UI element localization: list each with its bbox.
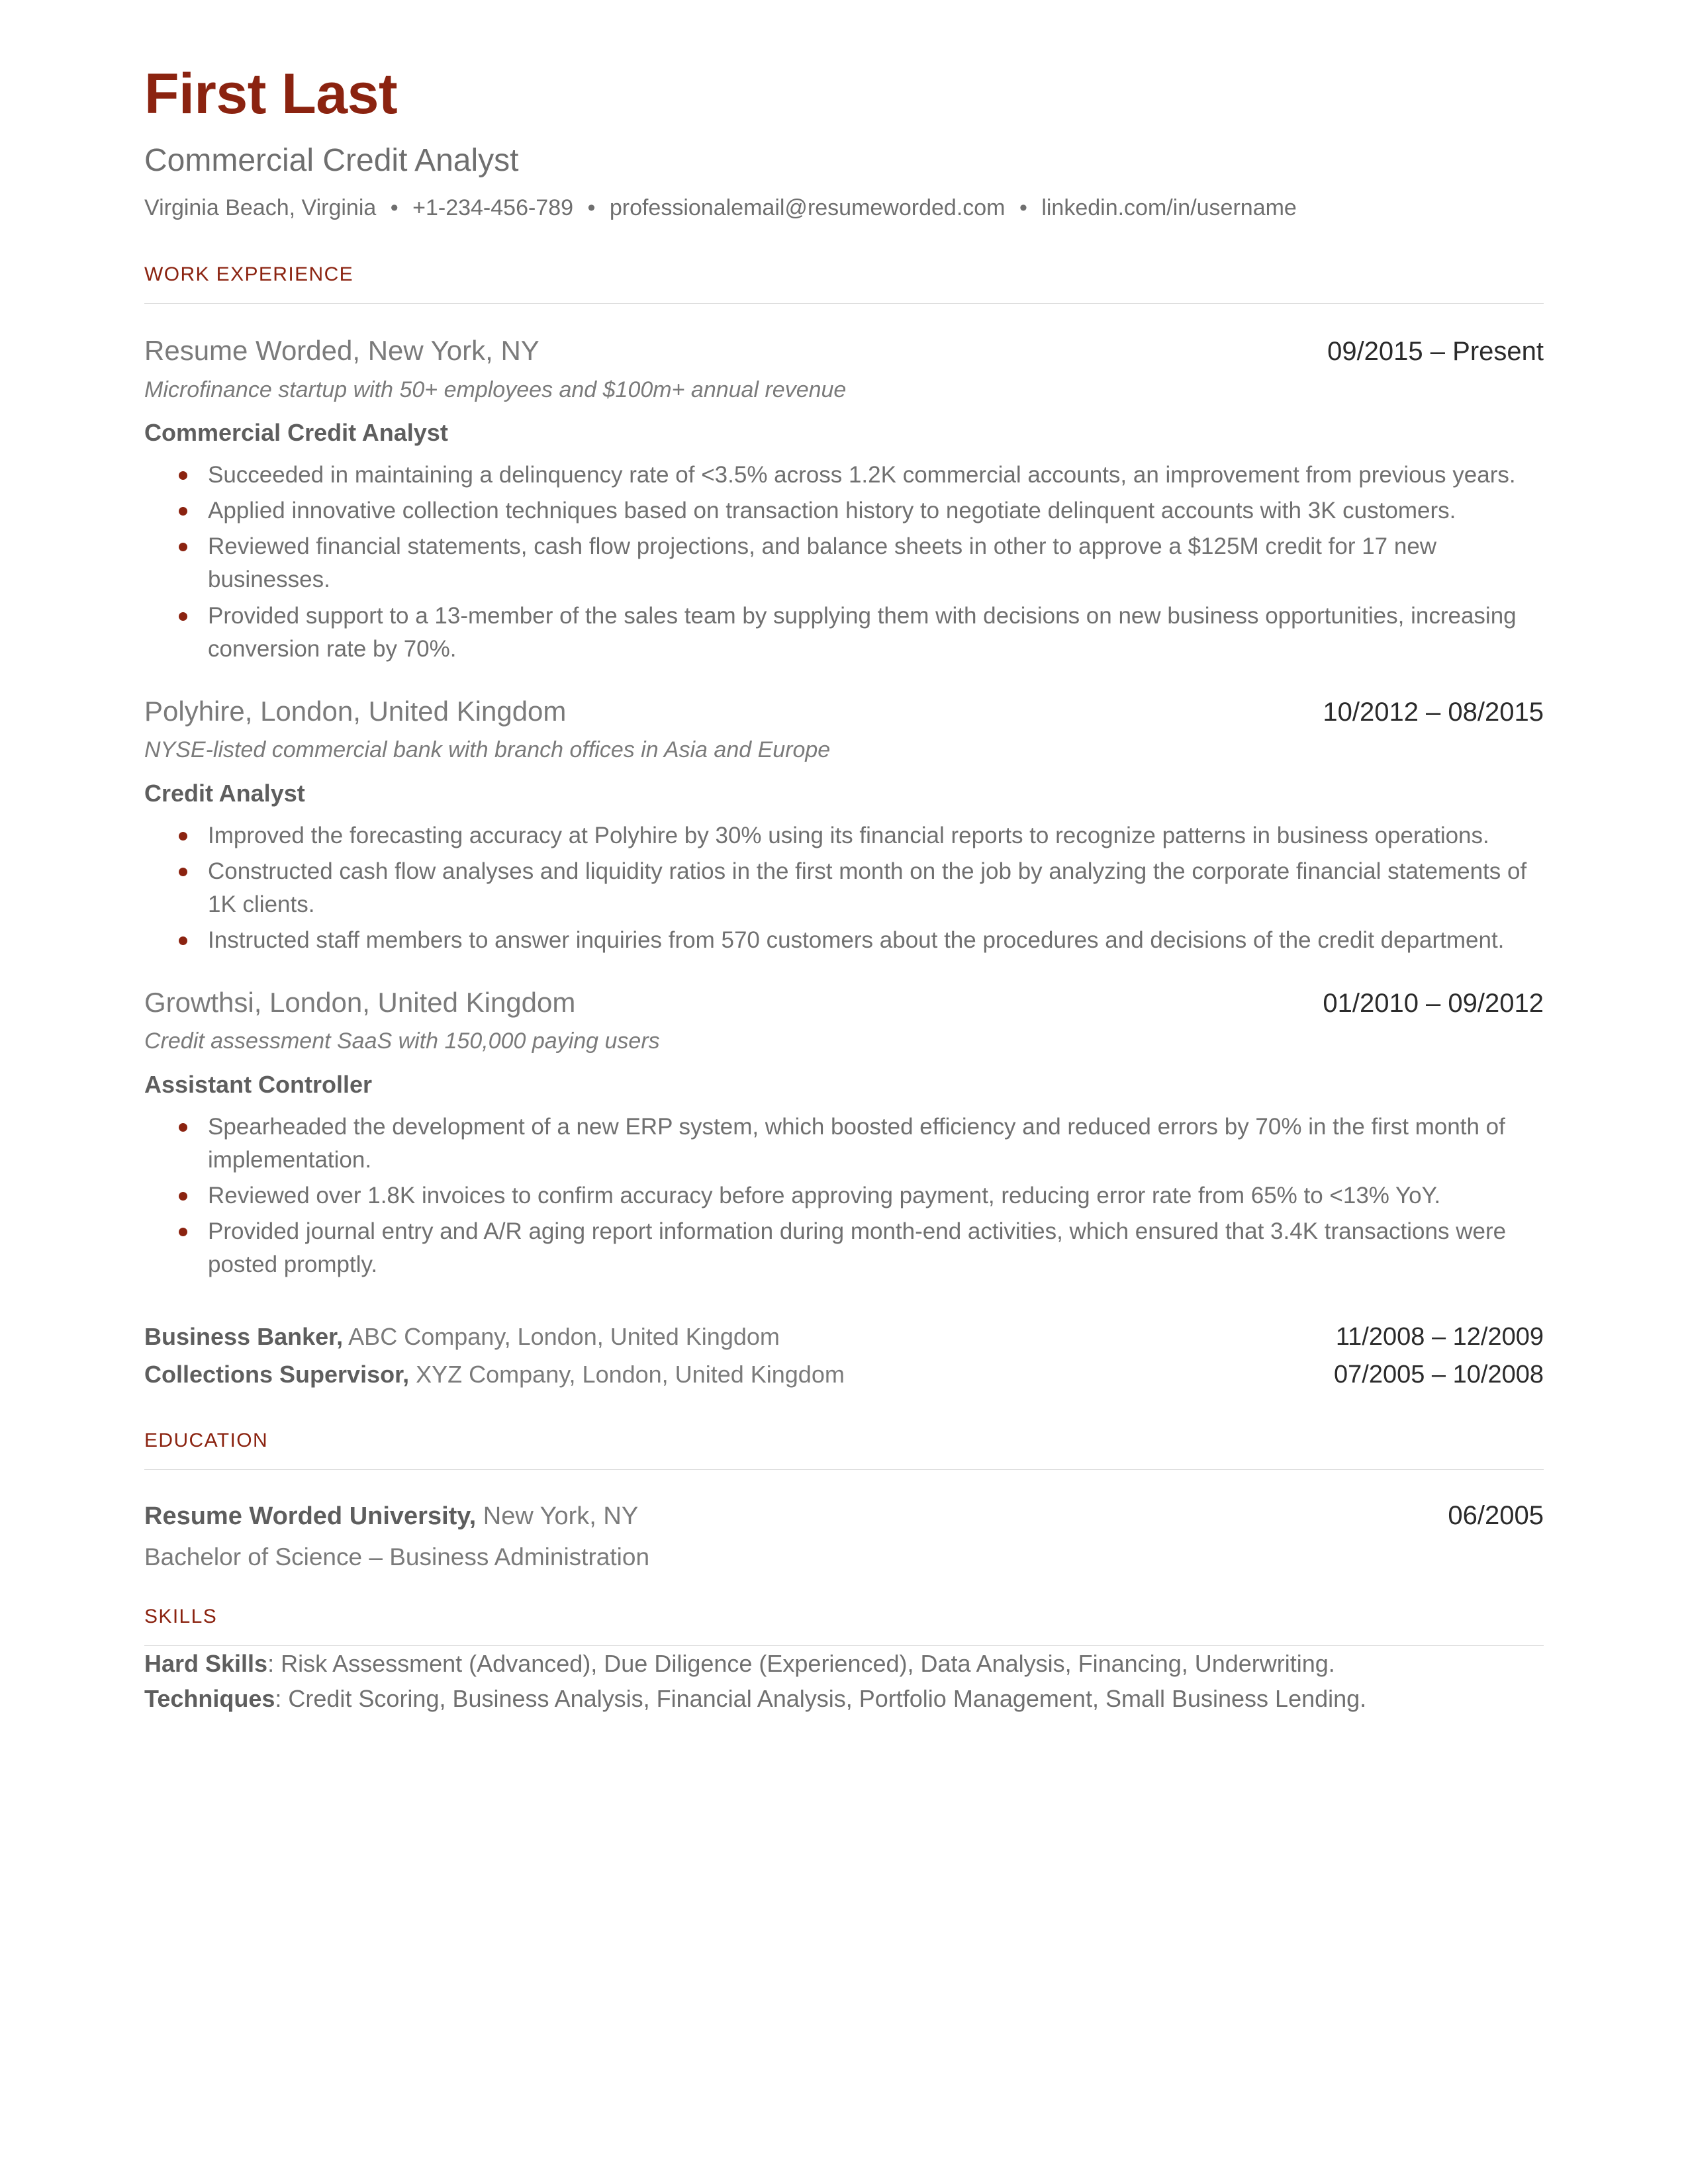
- job-bullet-list: [144, 459, 1544, 665]
- job-entry: [144, 334, 1544, 665]
- skill-values: : Credit Scoring, Business Analysis, Financial Analysis, Portfolio Management, Small Business Lending.: [275, 1685, 1367, 1713]
- job-company: Polyhire, London, United Kingdom: [144, 695, 567, 727]
- resume-header: [144, 64, 1544, 222]
- job-blurb: Credit assessment SaaS with 150,000 paying users: [144, 1028, 660, 1054]
- education-degree: Bachelor of Science – Business Administration: [144, 1543, 650, 1570]
- contact-linkedin[interactable]: linkedin.com/in/username: [1041, 195, 1297, 221]
- contact-line: [144, 193, 1544, 222]
- job-bullet: Reviewed financial statements, cash flow projections, and balance sheets in other to approve a $125M credit for 17 new businesses.: [144, 530, 1544, 596]
- candidate-name: First Last: [144, 62, 398, 126]
- job-role: Credit Analyst: [144, 779, 305, 807]
- contact-location: Virginia Beach, Virginia: [144, 195, 377, 221]
- contact-phone: +1-234-456-789: [412, 195, 574, 221]
- compact-role-title: Business Banker,: [144, 1323, 344, 1351]
- skill-row: [144, 1646, 1544, 1681]
- job-bullet: Spearheaded the development of a new ERP system, which boosted efficiency and reduced errors by 70% in the first month of implementation.: [144, 1111, 1544, 1177]
- candidate-headline: Commercial Credit Analyst: [144, 142, 519, 178]
- job-company: Growthsi, London, United Kingdom: [144, 986, 576, 1018]
- compact-role-title: Collections Supervisor,: [144, 1361, 410, 1388]
- compact-role-row: [144, 1356, 1544, 1394]
- section-title-skills: SKILLS: [144, 1605, 218, 1627]
- section-divider: [144, 1469, 1544, 1470]
- compact-role-dates: 07/2005 – 10/2008: [1334, 1361, 1544, 1389]
- section-title-education: EDUCATION: [144, 1430, 269, 1452]
- skill-category-label: Techniques: [144, 1685, 275, 1713]
- job-header: [144, 695, 1544, 728]
- education-entry-header: [144, 1499, 1544, 1533]
- section-divider: [144, 303, 1544, 304]
- job-entry: [144, 986, 1544, 1281]
- job-bullet: Succeeded in maintaining a delinquency rate of <3.5% across 1.2K commercial accounts, an improvement from previous years.: [144, 459, 1544, 492]
- job-role: Commercial Credit Analyst: [144, 419, 448, 447]
- education-school: Resume Worded University,: [144, 1502, 477, 1531]
- skill-category-label: Hard Skills: [144, 1649, 268, 1677]
- job-bullet: Provided support to a 13-member of the sales team by supplying them with decisions on new business opportunities, increasing conversion rate by 70%.: [144, 600, 1544, 666]
- job-dates: 10/2012 – 08/2015: [1323, 697, 1544, 727]
- job-role: Assistant Controller: [144, 1070, 373, 1098]
- job-blurb: Microfinance startup with 50+ employees and $100m+ annual revenue: [144, 377, 847, 402]
- job-header: [144, 334, 1544, 367]
- education-location: New York, NY: [476, 1502, 639, 1531]
- contact-separator-icon: •: [1019, 195, 1027, 221]
- skill-values: : Risk Assessment (Advanced), Due Diligence (Experienced), Data Analysis, Financing, Underwriting.: [267, 1649, 1335, 1677]
- compact-role-dates: 11/2008 – 12/2009: [1335, 1323, 1544, 1351]
- job-bullet: Improved the forecasting accuracy at Polyhire by 30% using its financial reports to recognize patterns in business operations.: [144, 819, 1544, 852]
- work-experience-section: [144, 263, 1544, 1394]
- contact-separator-icon: •: [587, 195, 596, 221]
- education-section: [144, 1430, 1544, 1572]
- section-title-work: WORK EXPERIENCE: [144, 263, 354, 286]
- skill-row: [144, 1681, 1544, 1716]
- job-bullet-list: [144, 819, 1544, 957]
- compact-role-row: [144, 1318, 1544, 1356]
- job-bullet: Reviewed over 1.8K invoices to confirm accuracy before approving payment, reducing error rate from 65% to <13% YoY.: [144, 1179, 1544, 1212]
- compact-role-company: XYZ Company, London, United Kingdom: [409, 1361, 845, 1388]
- job-company: Resume Worded, New York, NY: [144, 335, 539, 367]
- job-dates: 09/2015 – Present: [1327, 337, 1544, 367]
- job-bullet-list: [144, 1111, 1544, 1281]
- education-date: 06/2005: [1448, 1501, 1544, 1531]
- job-dates: 01/2010 – 09/2012: [1323, 988, 1544, 1018]
- skills-section: [144, 1606, 1544, 1717]
- compact-role-list: [144, 1318, 1544, 1394]
- job-entry: [144, 695, 1544, 957]
- job-bullet: Constructed cash flow analyses and liquidity ratios in the first month on the job by analyzing the corporate financial statements of 1K clients.: [144, 855, 1544, 921]
- job-header: [144, 986, 1544, 1019]
- job-blurb: NYSE-listed commercial bank with branch offices in Asia and Europe: [144, 737, 831, 762]
- contact-email[interactable]: professionalemail@resumeworded.com: [609, 195, 1006, 221]
- job-bullet: Provided journal entry and A/R aging report information during month-end activities, which ensured that 3.4K transactions were posted promptly.: [144, 1215, 1544, 1281]
- job-bullet: Instructed staff members to answer inquiries from 570 customers about the procedures and decisions of the credit department.: [144, 924, 1544, 957]
- job-bullet: Applied innovative collection techniques based on transaction history to negotiate delinquent accounts with 3K customers.: [144, 494, 1544, 527]
- compact-role-company: ABC Company, London, United Kingdom: [343, 1323, 780, 1351]
- contact-separator-icon: •: [390, 195, 399, 221]
